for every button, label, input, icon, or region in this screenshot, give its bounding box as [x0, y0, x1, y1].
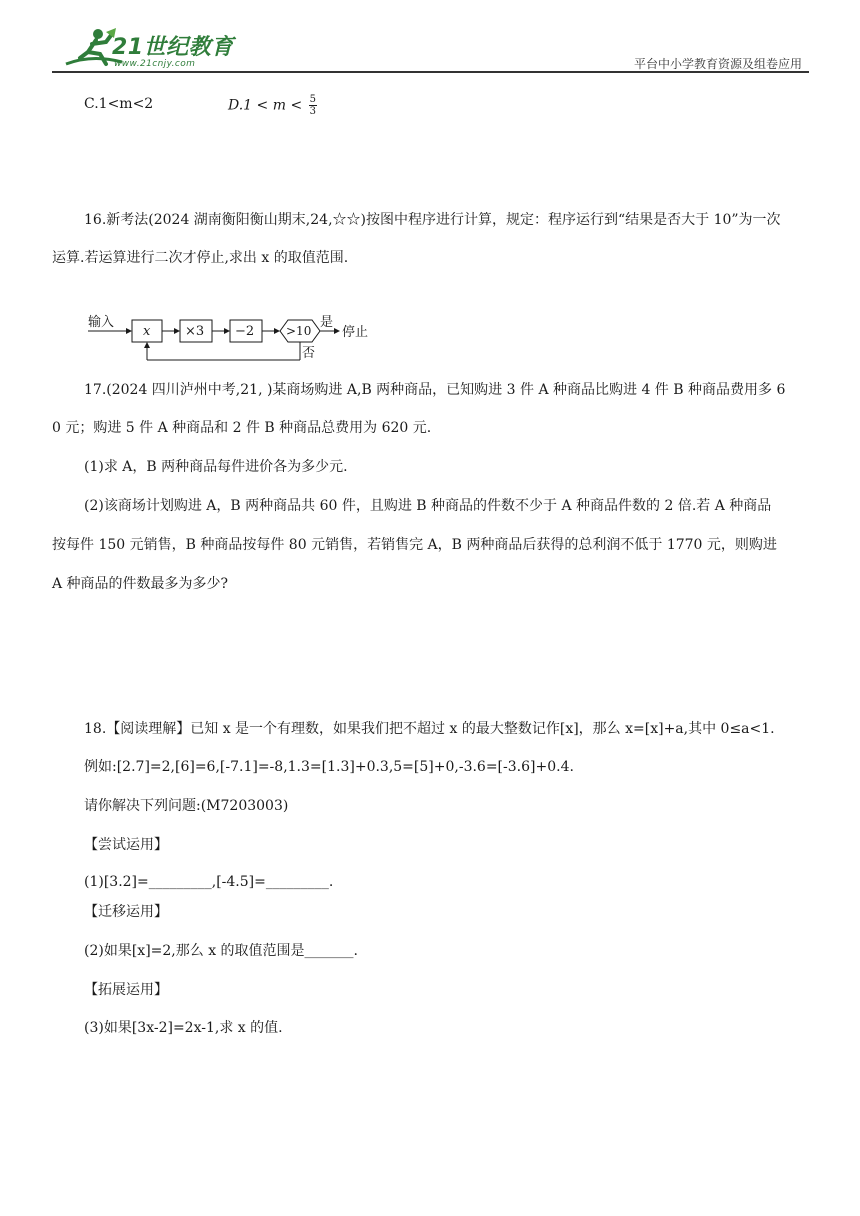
q16-line1: 16.新考法(2024 湖南衡阳衡山期末,24,☆☆)按图中程序进行计算，规定：程序运行到“结果是否大于 10”为一次 [84, 212, 781, 228]
flow-no-label: 否 [302, 346, 316, 361]
header-right-text: 平台中小学教育资源及组卷应用 [633, 57, 802, 71]
q17-line1: 17.(2024 四川泸州中考,21, )某商场购进 A,B 两种商品，已知购进 3 件 A 种商品比购进 4 件 B 种商品费用多 6 [84, 382, 786, 398]
program-flowchart [88, 312, 388, 368]
q17-part2-line1: (2)该商场计划购进 A，B 两种商品共 60 件，且购进 B 种商品的件数不少于 A 种商品件数的 2 倍.若 A 种商品 [84, 498, 772, 514]
flow-yes-label: 是 [320, 315, 334, 330]
fraction-denominator: 3 [309, 106, 316, 117]
q17-part2-line3: A 种商品的件数最多为多少? [52, 576, 229, 592]
q17-part2-line2: 按每件 150 元销售，B 种商品按每件 80 元销售，若销售完 A，B 两种商品后获得的总利润不低于 1770 元，则购进 [52, 537, 777, 553]
q18-section-extend: 【拓展运用】 [84, 982, 168, 998]
header-divider [52, 71, 809, 73]
flow-decision-label: >10 [286, 324, 312, 338]
option-d [228, 94, 317, 117]
flow-input-label: 输入 [88, 315, 115, 330]
page-header [0, 0, 860, 76]
fraction [309, 94, 317, 117]
q18-section-try: 【尝试运用】 [84, 837, 168, 853]
flow-stop-label: 停止 [342, 325, 369, 340]
flow-box-times3-label: ×3 [185, 324, 205, 339]
q18-prompt: 请你解决下列问题:(M7203003) [84, 798, 289, 814]
q18-part1: (1)[3.2]=_________,[-4.5]=_________. [84, 874, 334, 890]
q18-part3: (3)如果[3x-2]=2x-1,求 x 的值. [84, 1020, 283, 1036]
q16-line2: 运算.若运算进行二次才停止,求出 x 的取值范围. [52, 250, 349, 266]
fraction-numerator: 5 [309, 94, 316, 105]
q18-part2: (2)如果[x]=2,那么 x 的取值范围是_______. [84, 943, 358, 959]
logo-url: www.21cnjy.com [114, 59, 196, 69]
q18-section-transfer: 【迁移运用】 [84, 904, 168, 920]
flow-box-minus2-label: −2 [235, 324, 255, 339]
q18-example: 例如:[2.7]=2,[6]=6,[-7.1]=-8,1.3=[1.3]+0.3,5=[5]+0,-3.6=[-3.6]+0.4. [84, 759, 574, 775]
flow-box-x-label: x [143, 324, 151, 339]
option-c: C.1<m<2 [84, 96, 154, 112]
option-d-text: D.1 < m < [228, 97, 303, 114]
q18-line1: 18.【阅读理解】已知 x 是一个有理数，如果我们把不超过 x 的最大整数记作[x]，那么 x=[x]+a,其中 0≤a<1. [84, 721, 775, 737]
q17-part1: (1)求 A，B 两种商品每件进价各为多少元. [84, 459, 348, 475]
q17-line2: 0 元；购进 5 件 A 种商品和 2 件 B 种商品总费用为 620 元. [52, 420, 432, 436]
logo-text: 21世纪教育 [112, 35, 234, 60]
